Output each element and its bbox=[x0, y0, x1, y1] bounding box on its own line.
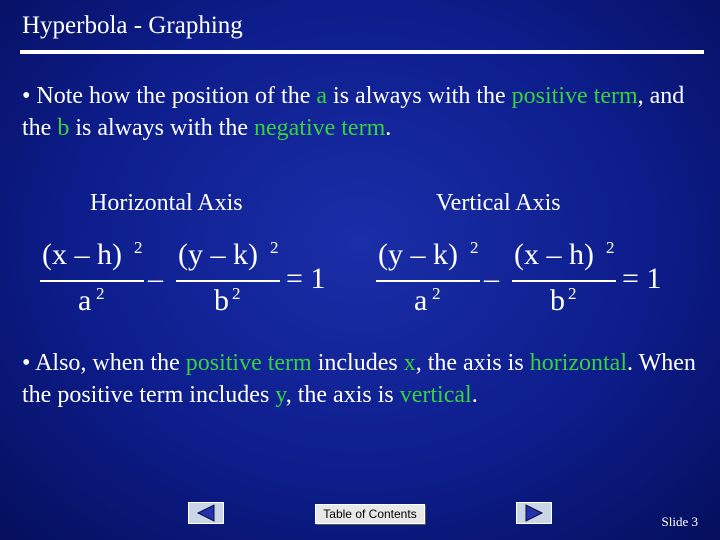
slide-number: Slide 3 bbox=[661, 514, 698, 529]
vertical-axis-equation bbox=[374, 232, 704, 327]
fraction-bar-2 bbox=[176, 280, 280, 282]
highlight-b: b bbox=[57, 115, 70, 141]
bullet: • bbox=[22, 350, 31, 376]
previous-slide-button[interactable] bbox=[188, 502, 224, 524]
right-arrow-icon bbox=[517, 503, 551, 523]
numerator-2: (y – k) bbox=[178, 238, 258, 271]
highlight-x: x bbox=[403, 350, 416, 376]
denominator-2-exponent: 2 bbox=[232, 284, 241, 303]
denominator-2: b bbox=[550, 284, 565, 317]
denominator-1: a bbox=[78, 284, 92, 317]
numerator-2-exponent: 2 bbox=[270, 238, 279, 257]
numerator-1: (x – h) bbox=[42, 238, 122, 271]
fraction-bar-1 bbox=[40, 280, 144, 282]
note-paragraph: • Note how the position of the a is always with the positive term, and the b is always with the negative term. bbox=[22, 83, 685, 141]
highlight-negative-term: negative term bbox=[253, 115, 386, 141]
fraction-bar-2 bbox=[512, 280, 616, 282]
denominator-1-exponent: 2 bbox=[432, 284, 441, 303]
vertical-axis-label: Vertical Axis bbox=[436, 190, 561, 216]
minus-sign: – bbox=[148, 262, 163, 295]
denominator-2-exponent: 2 bbox=[568, 284, 577, 303]
numerator-1: (y – k) bbox=[378, 238, 458, 271]
slide-title: Hyperbola - Graphing bbox=[22, 12, 243, 39]
highlight-horizontal: horizontal bbox=[529, 350, 628, 376]
horizontal-axis-equation bbox=[38, 232, 368, 327]
minus-sign: – bbox=[484, 262, 499, 295]
equals-one: = 1 bbox=[286, 262, 326, 295]
highlight-vertical: vertical bbox=[399, 382, 472, 408]
denominator-2: b bbox=[214, 284, 229, 317]
denominator-1: a bbox=[414, 284, 428, 317]
highlight-y: y bbox=[275, 382, 286, 408]
numerator-2: (x – h) bbox=[514, 238, 594, 271]
highlight-positive-term: positive term bbox=[185, 350, 312, 376]
table-of-contents-button[interactable]: Table of Contents bbox=[315, 504, 425, 524]
highlight-a: a bbox=[316, 83, 328, 109]
fraction-bar-1 bbox=[376, 280, 480, 282]
title-divider bbox=[20, 50, 704, 54]
horizontal-axis-label: Horizontal Axis bbox=[90, 190, 243, 216]
numerator-1-exponent: 2 bbox=[134, 238, 143, 257]
equals-one: = 1 bbox=[622, 262, 662, 295]
denominator-1-exponent: 2 bbox=[96, 284, 105, 303]
left-arrow-icon bbox=[189, 503, 223, 523]
next-slide-button[interactable] bbox=[516, 502, 552, 524]
also-paragraph: • Also, when the positive term includes x, the axis is horizontal. When the positive term includes y, the axis is vertical. bbox=[22, 350, 696, 408]
numerator-1-exponent: 2 bbox=[470, 238, 479, 257]
highlight-positive-term: positive term bbox=[511, 83, 638, 109]
bullet: • bbox=[22, 83, 31, 109]
numerator-2-exponent: 2 bbox=[606, 238, 615, 257]
